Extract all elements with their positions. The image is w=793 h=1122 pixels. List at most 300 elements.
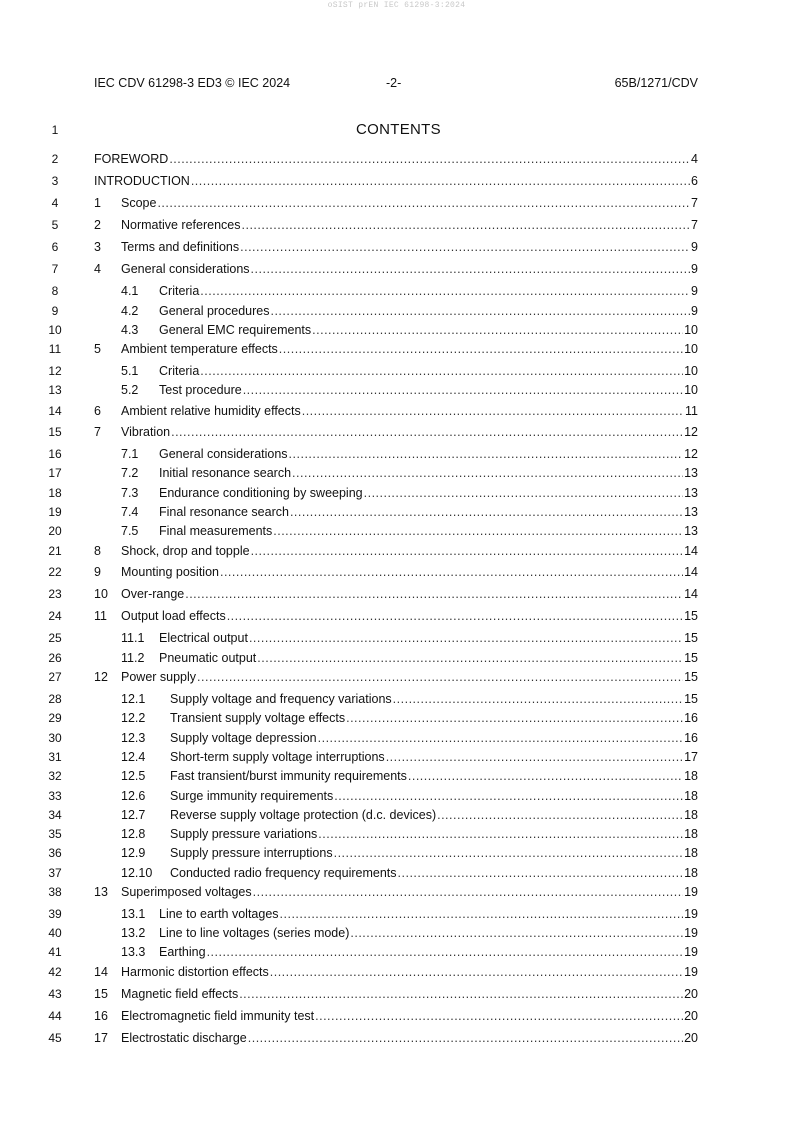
dot-leader [318, 731, 683, 745]
toc-entry[interactable] [121, 926, 698, 940]
toc-row [0, 692, 793, 709]
section-number: 12.2 [121, 711, 146, 725]
toc-row [0, 218, 793, 235]
toc-entry[interactable] [121, 486, 698, 500]
page-number: 18 [684, 808, 698, 822]
page-number: 12 [684, 425, 698, 439]
toc-row [0, 240, 793, 257]
section-number: 4.2 [121, 304, 139, 318]
toc-entry[interactable] [94, 425, 698, 439]
page-number: 9 [691, 284, 698, 298]
dot-leader [350, 926, 683, 940]
dot-leader [290, 505, 683, 519]
dot-leader [386, 750, 683, 764]
toc-entry[interactable] [94, 609, 698, 623]
section-number: 12.8 [121, 827, 146, 841]
dot-leader [197, 670, 683, 684]
page-number: 19 [684, 885, 698, 899]
line-number: 31 [48, 750, 62, 764]
toc-row [0, 885, 793, 902]
dot-leader [253, 885, 683, 899]
dot-leader [171, 425, 683, 439]
toc-row [0, 544, 793, 561]
section-title: Magnetic field effects [121, 987, 239, 1001]
toc-entry[interactable] [121, 769, 698, 783]
dot-leader [251, 544, 684, 558]
section-title: Electrostatic discharge [121, 1031, 247, 1045]
section-number: 11.1 [121, 631, 145, 645]
toc-row [0, 196, 793, 213]
line-number: 34 [48, 808, 62, 822]
section-title: Electromagnetic field immunity test [121, 1009, 315, 1023]
line-number: 12 [48, 364, 62, 378]
dot-leader [157, 196, 690, 210]
line-number: 11 [48, 342, 62, 356]
section-title: Supply voltage depression [170, 731, 317, 745]
page-number: 15 [684, 692, 698, 706]
page-number: 19 [684, 965, 698, 979]
line-number: 22 [48, 565, 62, 579]
section-title: General procedures [159, 304, 270, 318]
toc-entry[interactable] [121, 945, 698, 959]
section-title: General considerations [121, 262, 250, 276]
toc-entry[interactable] [121, 731, 698, 745]
section-number: 5 [94, 342, 101, 356]
line-number: 16 [48, 447, 62, 461]
line-number: 43 [48, 987, 62, 1001]
section-number: 4 [94, 262, 101, 276]
section-number: 7.4 [121, 505, 139, 519]
section-number: 5.1 [121, 364, 139, 378]
toc-entry[interactable] [94, 196, 698, 210]
section-title: Earthing [159, 945, 206, 959]
toc-entry[interactable] [94, 342, 698, 356]
section-number: 12.5 [121, 769, 146, 783]
toc-entry[interactable] [121, 846, 698, 860]
toc-row [0, 827, 793, 844]
dot-leader [257, 651, 683, 665]
toc-row [0, 284, 793, 301]
page-number: 10 [684, 364, 698, 378]
toc-row [0, 152, 793, 169]
page-number: 15 [684, 670, 698, 684]
toc-row [0, 447, 793, 464]
toc-entry[interactable] [121, 711, 698, 725]
section-number: 14 [94, 965, 108, 979]
section-title: Criteria [159, 284, 200, 298]
toc-entry[interactable] [121, 304, 698, 318]
line-number: 7 [51, 262, 59, 276]
header-page-number: -2- [386, 76, 402, 90]
page-number: 12 [684, 447, 698, 461]
header-reference: 65B/1271/CDV [614, 76, 698, 90]
page-number: 13 [684, 466, 698, 480]
section-title: Supply pressure variations [170, 827, 318, 841]
section-title: Ambient temperature effects [121, 342, 278, 356]
toc-row [0, 262, 793, 279]
page-number: 14 [684, 544, 698, 558]
page-number: 20 [684, 1031, 698, 1045]
dot-leader [248, 1031, 683, 1045]
toc-entry[interactable] [121, 808, 698, 822]
dot-leader [220, 565, 683, 579]
toc-row [0, 304, 793, 321]
page-number: 14 [684, 587, 698, 601]
section-title: Initial resonance search [159, 466, 292, 480]
line-number: 9 [51, 304, 59, 318]
line-number: 39 [48, 907, 62, 921]
line-number: 33 [48, 789, 62, 803]
section-number: 12 [94, 670, 108, 684]
toc-entry[interactable] [94, 262, 698, 276]
line-number: 3 [51, 174, 59, 188]
section-title: Scope [121, 196, 157, 210]
toc-entry[interactable] [94, 544, 698, 558]
line-number: 4 [51, 196, 59, 210]
toc-entry[interactable] [94, 152, 698, 166]
toc-entry[interactable] [94, 565, 698, 579]
line-number: 32 [48, 769, 62, 783]
section-title: Final resonance search [159, 505, 289, 519]
section-number: 2 [94, 218, 101, 232]
toc-row [0, 769, 793, 786]
watermark: oSIST prEN IEC 61298-3:2024 [327, 1, 466, 10]
dot-leader [346, 711, 683, 725]
section-number: 4.3 [121, 323, 139, 337]
line-number: 15 [48, 425, 62, 439]
dot-leader [240, 240, 690, 254]
toc-entry[interactable] [94, 174, 698, 188]
line-number: 28 [48, 692, 62, 706]
page-number: 11 [685, 404, 698, 418]
line-number: 38 [48, 885, 62, 899]
toc-entry[interactable] [121, 505, 698, 519]
dot-leader [273, 524, 683, 538]
line-number: 21 [48, 544, 62, 558]
line-number: 6 [51, 240, 59, 254]
page-number: 18 [684, 846, 698, 860]
page-number: 20 [684, 987, 698, 1001]
section-title: Vibration [121, 425, 171, 439]
line-number: 23 [48, 587, 62, 601]
section-number: 13.2 [121, 926, 146, 940]
line-number: 37 [48, 866, 62, 880]
dot-leader [249, 631, 683, 645]
toc-row [0, 364, 793, 381]
dot-leader [408, 769, 683, 783]
toc-row [0, 808, 793, 825]
line-number: 1 [51, 123, 59, 137]
toc-entry[interactable] [121, 866, 698, 880]
page-number: 15 [684, 609, 698, 623]
page-number: 6 [691, 174, 698, 188]
dot-leader [364, 486, 683, 500]
toc-entry[interactable] [94, 987, 698, 1001]
toc-row [0, 174, 793, 191]
toc-entry[interactable] [121, 323, 698, 337]
dot-leader [185, 587, 683, 601]
page-number: 19 [684, 945, 698, 959]
page-number: 9 [691, 262, 698, 276]
dot-leader [169, 152, 690, 166]
section-title: FOREWORD [94, 152, 169, 166]
toc-row [0, 1009, 793, 1026]
page-number: 20 [684, 1009, 698, 1023]
line-number: 25 [48, 631, 62, 645]
section-number: 5.2 [121, 383, 139, 397]
section-number: 6 [94, 404, 101, 418]
section-number: 8 [94, 544, 101, 558]
section-number: 17 [94, 1031, 108, 1045]
toc-row [0, 731, 793, 748]
section-number: 7.3 [121, 486, 139, 500]
toc-entry[interactable] [121, 789, 698, 803]
section-title: Fast transient/burst immunity requirements [170, 769, 407, 783]
toc-row [0, 565, 793, 582]
toc-row [0, 987, 793, 1004]
section-title: Conducted radio frequency requirements [170, 866, 397, 880]
toc-row [0, 383, 793, 400]
section-number: 12.10 [121, 866, 153, 880]
page-number: 14 [684, 565, 698, 579]
line-number: 41 [48, 945, 62, 959]
page-number: 10 [684, 323, 698, 337]
line-number: 20 [48, 524, 62, 538]
toc-row [0, 323, 793, 340]
dot-leader [200, 284, 690, 298]
section-title: INTRODUCTION [94, 174, 190, 188]
page-number: 16 [684, 731, 698, 745]
line-number: 10 [48, 323, 62, 337]
toc-row [0, 631, 793, 648]
line-number: 14 [48, 404, 62, 418]
page-number: 13 [684, 524, 698, 538]
dot-leader [191, 174, 690, 188]
page-number: 13 [684, 505, 698, 519]
page-number: 9 [691, 304, 698, 318]
section-title: Short-term supply voltage interruptions [170, 750, 385, 764]
line-number: 45 [48, 1031, 62, 1045]
toc-entry[interactable] [94, 1009, 698, 1023]
toc-row [0, 466, 793, 483]
toc-entry[interactable] [121, 750, 698, 764]
section-title: Reverse supply voltage protection (d.c. devices) [170, 808, 437, 822]
section-number: 4.1 [121, 284, 139, 298]
section-number: 7.5 [121, 524, 139, 538]
toc-entry[interactable] [121, 466, 698, 480]
page-number: 17 [684, 750, 698, 764]
dot-leader [334, 846, 684, 860]
toc-row [0, 1031, 793, 1048]
section-number: 3 [94, 240, 101, 254]
dot-leader [292, 466, 683, 480]
line-number: 24 [48, 609, 62, 623]
section-number: 7.1 [121, 447, 139, 461]
section-number: 16 [94, 1009, 108, 1023]
section-title: Line to earth voltages [159, 907, 279, 921]
dot-leader [312, 323, 683, 337]
toc-row [0, 965, 793, 982]
section-number: 12.1 [121, 692, 146, 706]
section-title: General considerations [159, 447, 288, 461]
line-number: 5 [51, 218, 59, 232]
page-number: 18 [684, 827, 698, 841]
toc-entry[interactable] [94, 587, 698, 601]
dot-leader [318, 827, 683, 841]
dot-leader [270, 965, 683, 979]
page-number: 16 [684, 711, 698, 725]
toc-entry[interactable] [121, 631, 698, 645]
section-title: Harmonic distortion effects [121, 965, 269, 979]
section-number: 13.3 [121, 945, 146, 959]
toc-row [0, 670, 793, 687]
section-title: Terms and definitions [121, 240, 240, 254]
toc-row [0, 651, 793, 668]
dot-leader [289, 447, 684, 461]
toc-entry[interactable] [121, 284, 698, 298]
toc-entry[interactable] [121, 447, 698, 461]
dot-leader [279, 342, 683, 356]
toc-row [0, 907, 793, 924]
section-title: Ambient relative humidity effects [121, 404, 301, 418]
section-number: 11.2 [121, 651, 145, 665]
section-title: Normative references [121, 218, 241, 232]
line-number: 36 [48, 846, 62, 860]
section-number: 12.4 [121, 750, 146, 764]
dot-leader [239, 987, 683, 1001]
section-title: Power supply [121, 670, 197, 684]
dot-leader [207, 945, 684, 959]
dot-leader [437, 808, 683, 822]
dot-leader [227, 609, 683, 623]
section-title: Electrical output [159, 631, 248, 645]
section-title: Mounting position [121, 565, 219, 579]
line-number: 26 [48, 651, 62, 665]
toc-entry[interactable] [94, 670, 698, 684]
section-title: General EMC requirements [159, 323, 312, 337]
toc-row [0, 524, 793, 541]
section-title: Supply voltage and frequency variations [170, 692, 392, 706]
page-number: 10 [684, 383, 698, 397]
dot-leader [270, 304, 690, 318]
line-number: 29 [48, 711, 62, 725]
section-number: 7 [94, 425, 101, 439]
toc-row [0, 486, 793, 503]
toc-entry[interactable] [94, 404, 698, 418]
dot-leader [243, 383, 683, 397]
section-title: Shock, drop and topple [121, 544, 250, 558]
line-number: 42 [48, 965, 62, 979]
toc-row [0, 425, 793, 442]
section-number: 7.2 [121, 466, 139, 480]
page-number: 13 [684, 486, 698, 500]
section-title: Surge immunity requirements [170, 789, 334, 803]
section-title: Pneumatic output [159, 651, 257, 665]
section-title: Output load effects [121, 609, 226, 623]
section-number: 13.1 [121, 907, 146, 921]
toc-entry[interactable] [121, 383, 698, 397]
page-number: 19 [684, 926, 698, 940]
section-number: 15 [94, 987, 108, 1001]
line-number: 8 [51, 284, 59, 298]
page-number: 19 [684, 907, 698, 921]
header-document-id: IEC CDV 61298-3 ED3 © IEC 2024 [94, 76, 291, 90]
dot-leader [200, 364, 683, 378]
dot-leader [334, 789, 683, 803]
line-number: 17 [48, 466, 62, 480]
section-number: 1 [94, 196, 101, 210]
section-number: 12.7 [121, 808, 146, 822]
toc-entry[interactable] [121, 827, 698, 841]
toc-entry[interactable] [94, 218, 698, 232]
line-number: 30 [48, 731, 62, 745]
page-number: 15 [684, 651, 698, 665]
section-title: Criteria [159, 364, 200, 378]
toc-entry[interactable] [121, 651, 698, 665]
contents-title: CONTENTS [356, 121, 441, 138]
section-title: Test procedure [159, 383, 242, 397]
dot-leader [242, 218, 691, 232]
line-number: 13 [48, 383, 62, 397]
section-number: 12.6 [121, 789, 146, 803]
section-title: Over-range [121, 587, 185, 601]
page-number: 15 [684, 631, 698, 645]
dot-leader [315, 1009, 683, 1023]
toc-entry[interactable] [94, 885, 698, 899]
toc-entry[interactable] [94, 240, 698, 254]
toc-row [0, 866, 793, 883]
toc-entry[interactable] [121, 907, 698, 921]
dot-leader [251, 262, 691, 276]
line-number: 18 [48, 486, 62, 500]
page-number: 7 [691, 218, 698, 232]
toc-entry[interactable] [121, 524, 698, 538]
section-title: Line to line voltages (series mode) [159, 926, 350, 940]
toc-row [0, 587, 793, 604]
section-number: 12.9 [121, 846, 146, 860]
toc-entry[interactable] [94, 1031, 698, 1045]
toc-row [0, 342, 793, 359]
toc-entry[interactable] [121, 364, 698, 378]
toc-row [0, 404, 793, 421]
page-number: 10 [684, 342, 698, 356]
line-number: 35 [48, 827, 62, 841]
page-number: 7 [691, 196, 698, 210]
section-number: 9 [94, 565, 101, 579]
toc-entry[interactable] [94, 965, 698, 979]
section-title: Supply pressure interruptions [170, 846, 333, 860]
section-number: 11 [94, 609, 107, 623]
toc-row [0, 505, 793, 522]
toc-row [0, 789, 793, 806]
dot-leader [393, 692, 683, 706]
line-number: 40 [48, 926, 62, 940]
section-title: Final measurements [159, 524, 273, 538]
dot-leader [302, 404, 684, 418]
page-number: 18 [684, 769, 698, 783]
line-number: 27 [48, 670, 62, 684]
section-number: 10 [94, 587, 108, 601]
page-number: 18 [684, 789, 698, 803]
page-number: 9 [691, 240, 698, 254]
toc-entry[interactable] [121, 692, 698, 706]
toc-row [0, 750, 793, 767]
toc-row [0, 846, 793, 863]
section-number: 13 [94, 885, 108, 899]
toc-row [0, 926, 793, 943]
dot-leader [280, 907, 684, 921]
toc-row [0, 609, 793, 626]
